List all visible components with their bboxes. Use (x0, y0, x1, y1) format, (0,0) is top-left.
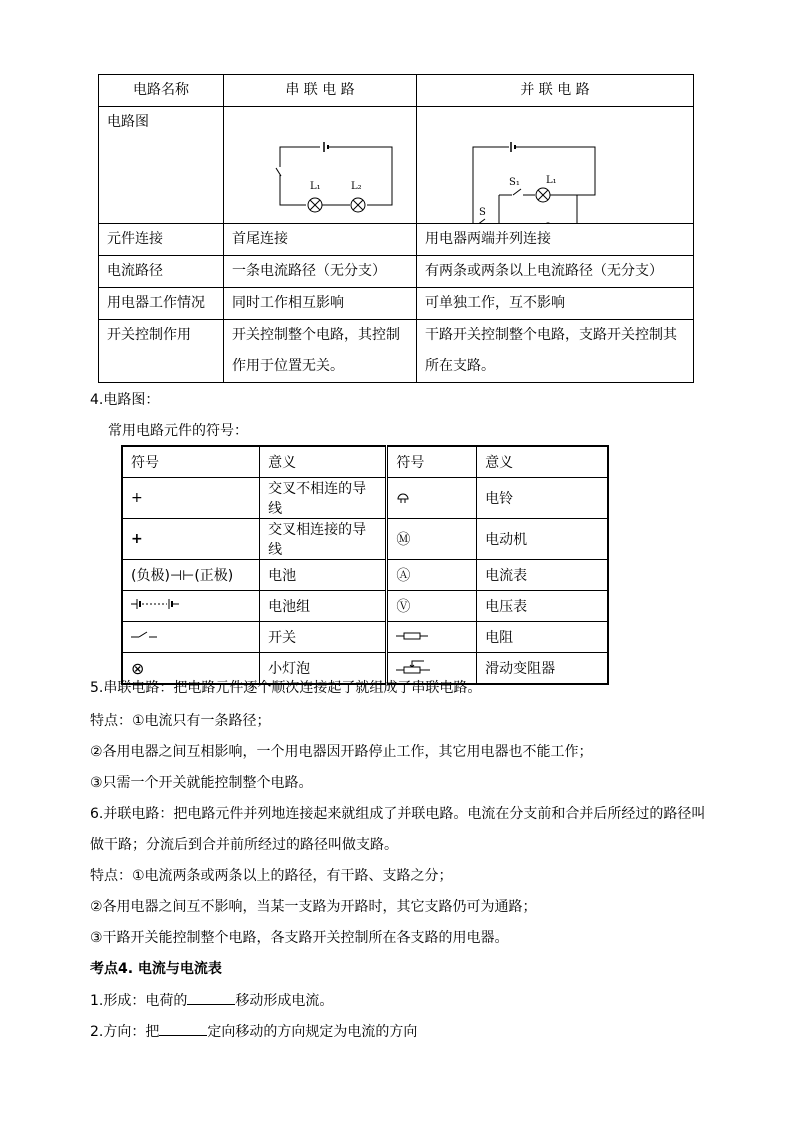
kaodian-line-1 (90, 990, 333, 1011)
fill-blank[interactable] (187, 990, 235, 1005)
table-row (99, 224, 694, 256)
parallel-circuit-diagram (417, 107, 693, 223)
sym-meaning: 电流表 (477, 560, 608, 591)
battery-group-symbol (131, 598, 179, 610)
ammeter-icon: Ⓐ (387, 560, 477, 591)
header-series: 串 联 电 路 (224, 75, 417, 107)
table-row (99, 320, 694, 383)
row-label: 用电器工作情况 (99, 288, 224, 320)
text-line: 做干路；分流后到合并前所经过的路径叫做支路。 (90, 837, 398, 853)
parallel-l1-label: L₁ (546, 175, 557, 186)
battery-icon: (负极)⊣⊢(正极) (122, 560, 260, 591)
resistor-symbol (396, 631, 428, 641)
bell-icon (387, 478, 477, 519)
text-line: ②各用电器之间互不影响，当某一支路为开路时，其它支路仍可为通路； (90, 899, 537, 915)
text-line: ②各用电器之间互相影响，一个用电器因开路停止工作，其它用电器也不能工作； (90, 744, 593, 760)
symbol-table (121, 445, 609, 685)
sym-meaning: 电池 (260, 560, 387, 591)
sym-header: 符号 (122, 446, 260, 478)
parallel-s1-label: S₁ (509, 177, 520, 188)
parallel-cell: 干路开关控制整个电路，支路开关控制其所在支路。 (417, 320, 694, 383)
battery-group-icon (122, 591, 260, 622)
switch-symbol (131, 629, 157, 641)
kaodian-line2-pre: 2.方向：把 (90, 1024, 160, 1040)
series-cell: 同时工作相互影响 (224, 288, 417, 320)
sym-header: 意义 (260, 446, 387, 478)
sym-meaning: 电动机 (477, 519, 608, 560)
header-parallel: 并 联 电 路 (417, 75, 694, 107)
series-cell: 开关控制整个电路，其控制作用于位置无关。 (224, 320, 417, 383)
switch-icon (122, 622, 260, 653)
parallel-cell: 有两条或两条以上电流路径（无分支） (417, 256, 694, 288)
sym-meaning: 交叉不相连的导线 (260, 478, 387, 519)
series-circuit-diagram (224, 107, 416, 223)
parallel-diagram-cell (417, 107, 694, 224)
header-name: 电路名称 (99, 75, 224, 107)
sym-meaning: 滑动变阻器 (477, 653, 608, 685)
kaodian-line1-pre: 1.形成：电荷的 (90, 993, 188, 1009)
fill-blank[interactable] (159, 1021, 207, 1036)
kaodian-line-2 (90, 1021, 417, 1042)
kaodian-line2-post: 定向移动的方向规定为电流的方向 (207, 1024, 418, 1040)
sym-meaning: 小灯泡 (260, 653, 387, 685)
section4-subtitle: 常用电路元件的符号： (108, 423, 248, 439)
sym-meaning: 电压表 (477, 591, 608, 622)
symbol-row (122, 622, 608, 653)
sym-header: 意义 (477, 446, 608, 478)
resistor-icon (387, 622, 477, 653)
series-cell: 首尾连接 (224, 224, 417, 256)
sym-meaning: 电铃 (477, 478, 608, 519)
sym-meaning: 开关 (260, 622, 387, 653)
kaodian-title: 考点4. 电流与电流表 (90, 961, 222, 977)
table-header-row (99, 75, 694, 107)
series-l1-label: L₁ (310, 181, 321, 192)
symbol-row (122, 519, 608, 560)
table-row (99, 288, 694, 320)
text-line: ③干路开关能控制整个电路，各支路开关控制所在各支路的用电器。 (90, 930, 509, 946)
motor-icon: Ⓜ (387, 519, 477, 560)
text-line: ③只需一个开关就能控制整个电路。 (90, 775, 313, 791)
sym-meaning: 交叉相连接的导线 (260, 519, 387, 560)
circuit-comparison-table (98, 74, 694, 383)
bell-symbol (396, 489, 410, 503)
series-diagram-cell (224, 107, 417, 224)
series-l2-label: L₂ (351, 181, 362, 192)
cross-unconnected-icon: + (122, 478, 260, 519)
parallel-l2-label (546, 222, 557, 223)
symbol-row (122, 560, 608, 591)
voltmeter-icon: Ⓥ (387, 591, 477, 622)
text-line: 6.并联电路：把电路元件并列地连接起来就组成了并联电路。电流在分支前和合并后所经过的路径叫 (90, 806, 706, 822)
row-label: 开关控制作用 (99, 320, 224, 383)
lamp-icon: ⊗ (122, 653, 260, 685)
symbol-header-row (122, 446, 608, 478)
sym-header: 符号 (387, 446, 477, 478)
text-line: 5.串联电路：把电路元件逐个顺次连接起了就组成了串联电路。 (90, 680, 482, 696)
sym-meaning: 电池组 (260, 591, 387, 622)
sym-meaning: 电阻 (477, 622, 608, 653)
symbol-row (122, 591, 608, 622)
cross-connected-icon: + (122, 519, 260, 560)
kaodian-line1-post: 移动形成电流。 (235, 993, 334, 1009)
parallel-cell: 用电器两端并列连接 (417, 224, 694, 256)
table-row-diagram (99, 107, 694, 224)
symbol-row (122, 478, 608, 519)
row-label: 电流路径 (99, 256, 224, 288)
section4-title: 4.电路图： (90, 392, 160, 408)
row-label: 电路图 (99, 107, 224, 224)
row-label: 元件连接 (99, 224, 224, 256)
parallel-s-label: S (479, 207, 486, 218)
table-row (99, 256, 694, 288)
text-line: 特点：①电流两条或两条以上的路径，有干路、支路之分； (90, 868, 453, 884)
series-cell: 一条电流路径（无分支） (224, 256, 417, 288)
rheostat-symbol (396, 658, 430, 674)
parallel-cell: 可单独工作，互不影响 (417, 288, 694, 320)
text-line: 特点：①电流只有一条路径； (90, 713, 271, 729)
